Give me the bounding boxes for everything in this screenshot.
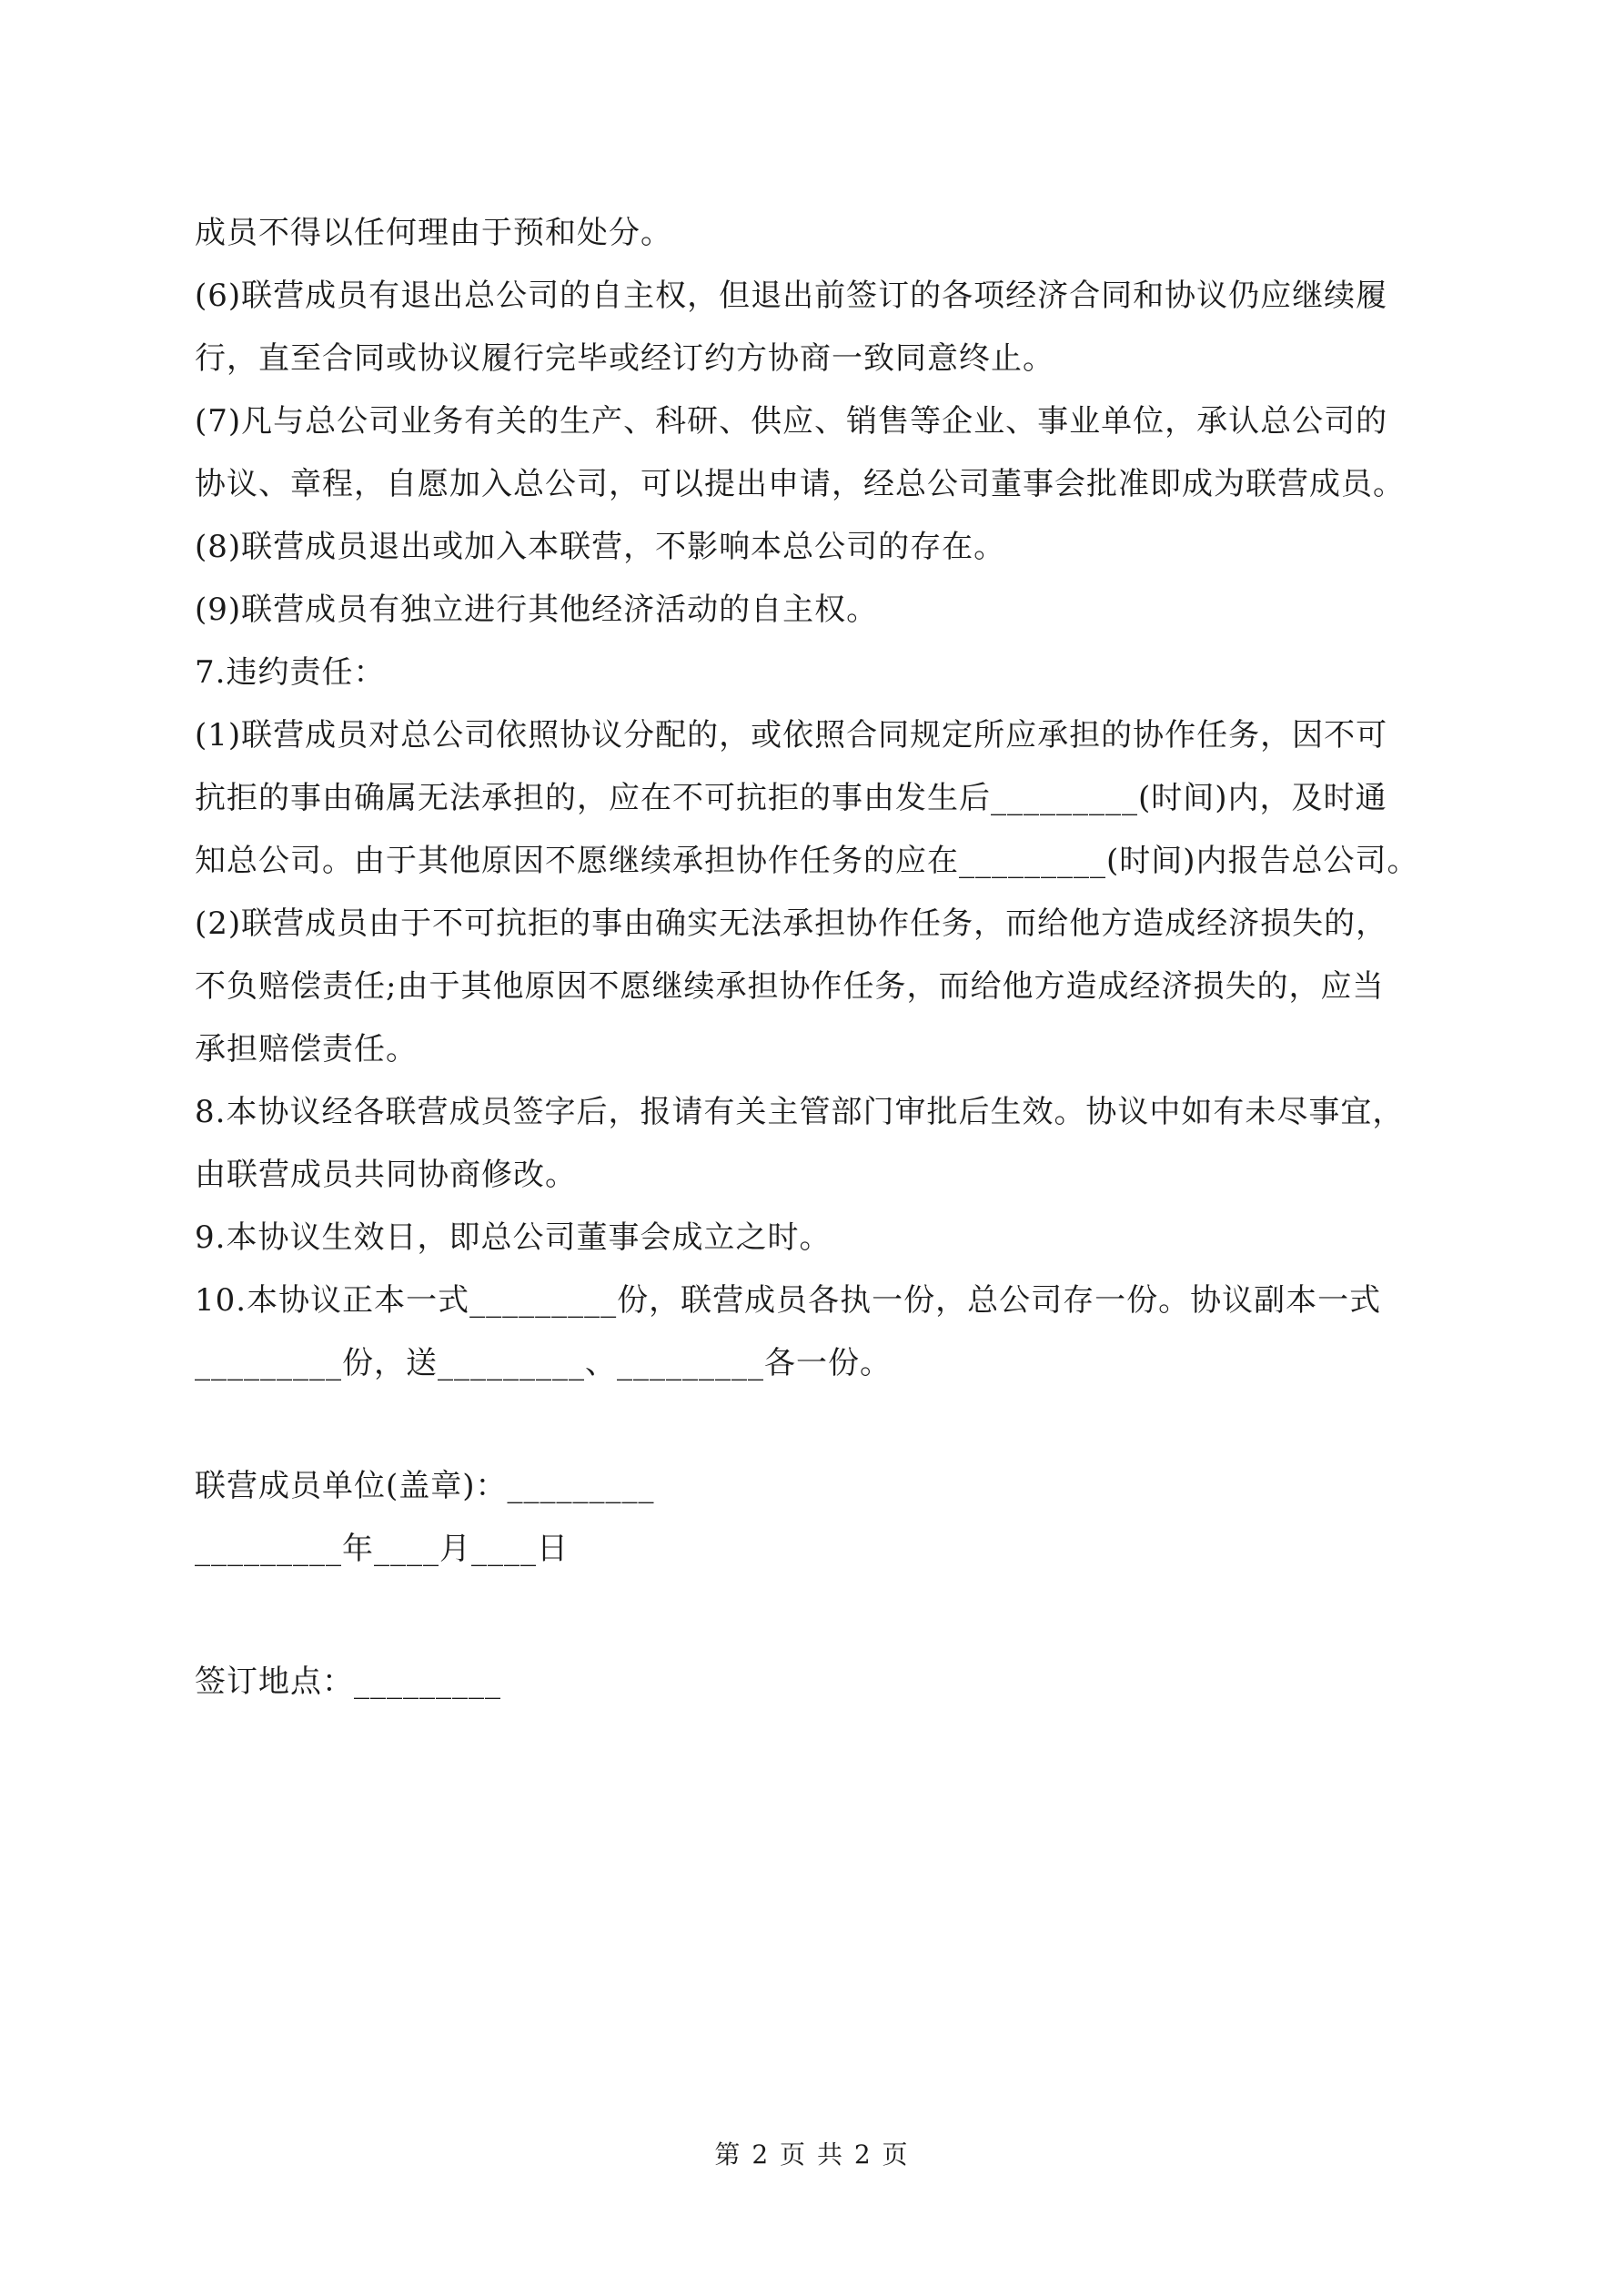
text-line: (7)凡与总公司业务有关的生产、科研、供应、销售等企业、事业单位，承认总公司的 bbox=[195, 403, 1388, 440]
text-line: 承担赔偿责任。 bbox=[195, 1031, 418, 1067]
text-line: _________份，送_________、_________各一份。 bbox=[195, 1345, 892, 1381]
text-line: (9)联营成员有独立进行其他经济活动的自主权。 bbox=[195, 592, 879, 628]
signature-unit-line: 联营成员单位(盖章)：_________ bbox=[195, 1468, 655, 1504]
text-line: 不负赔偿责任;由于其他原因不愿继续承担协作任务，而给他方造成经济损失的，应当 bbox=[195, 968, 1385, 1005]
text-line: 知总公司。由于其他原因不愿继续承担协作任务的应在_________(时间)内报告总公司。 bbox=[195, 843, 1419, 879]
text-line: (2)联营成员由于不可抗拒的事由确实无法承担协作任务，而给他方造成经济损失的， bbox=[195, 905, 1388, 942]
text-line: (8)联营成员退出或加入本联营，不影响本总公司的存在。 bbox=[195, 529, 1006, 565]
signature-date-line: _________年____月____日 bbox=[195, 1531, 569, 1567]
page-number-footer: 第 2 页 共 2 页 bbox=[714, 2139, 910, 2170]
text-line: 由联营成员共同协商修改。 bbox=[195, 1157, 577, 1193]
section-heading: 7.违约责任： bbox=[195, 654, 386, 691]
text-line: 抗拒的事由确属无法承担的，应在不可抗拒的事由发生后_________(时间)内，及时通 bbox=[195, 780, 1387, 816]
text-line: (6)联营成员有退出总公司的自主权，但退出前签订的各项经济合同和协议仍应继续履 bbox=[195, 278, 1388, 314]
text-line: 9.本协议生效日，即总公司董事会成立之时。 bbox=[195, 1219, 832, 1256]
text-line: 10.本协议正本一式_________份，联营成员各执一份，总公司存一份。协议副本一式 bbox=[195, 1282, 1382, 1319]
text-line: (1)联营成员对总公司依照协议分配的，或依照合同规定所应承担的协作任务，因不可 bbox=[195, 717, 1388, 754]
spacer bbox=[195, 1395, 1447, 1455]
spacer bbox=[195, 1581, 1447, 1651]
text-line: 行，直至合同或协议履行完毕或经订约方协商一致同意终止。 bbox=[195, 340, 1054, 377]
signing-place-line: 签订地点：_________ bbox=[195, 1664, 501, 1700]
document-body bbox=[195, 202, 1447, 1714]
text-line: 8.本协议经各联营成员签字后，报请有关主管部门审批后生效。协议中如有未尽事宜， bbox=[195, 1094, 1405, 1130]
text-line: 协议、章程，自愿加入总公司，可以提出申请，经总公司董事会批准即成为联营成员。 bbox=[195, 466, 1405, 502]
text-line: 成员不得以任何理由于预和处分。 bbox=[195, 215, 672, 251]
